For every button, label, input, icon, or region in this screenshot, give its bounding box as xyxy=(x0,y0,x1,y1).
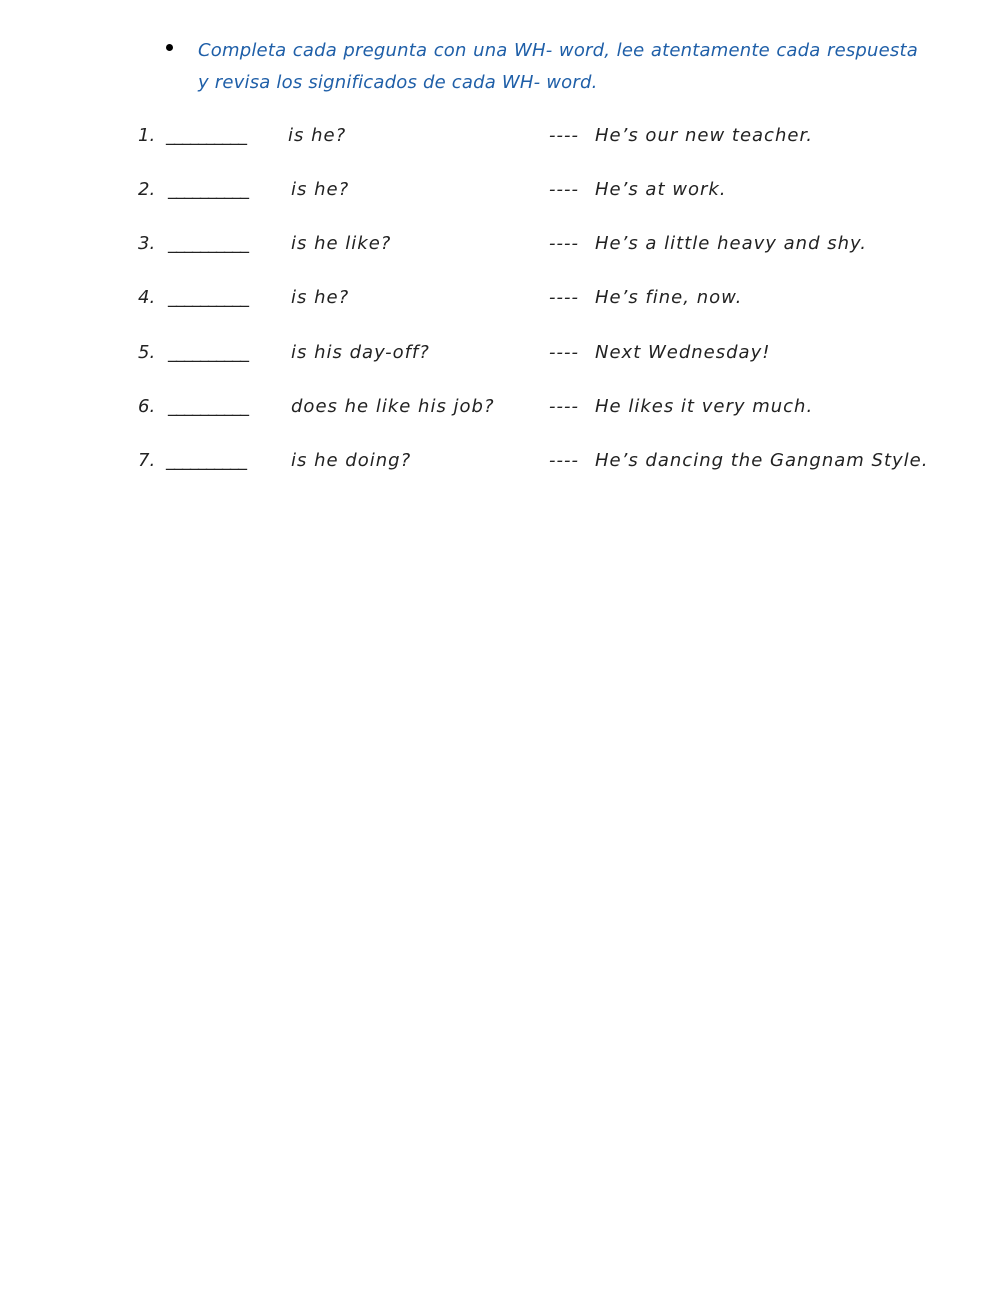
exercise-item-3 xyxy=(138,229,918,259)
item-number: 2. xyxy=(138,179,156,200)
question-text: is his day-off? xyxy=(291,342,430,363)
answer-text: Next Wednesday! xyxy=(595,342,771,363)
answer-text: He’s fine, now. xyxy=(595,287,743,308)
question-text: is he doing? xyxy=(291,450,412,471)
separator-dashes: ---- xyxy=(549,233,579,254)
instruction-text: Completa cada pregunta con una WH- word, lee atentamente cada respuesta y revisa los significados de cada WH- word. xyxy=(198,40,918,93)
bullet-icon xyxy=(166,44,173,51)
item-number: 3. xyxy=(138,233,156,254)
exercise-item-2 xyxy=(138,175,918,205)
answer-blank[interactable]: __________ xyxy=(166,125,246,146)
answer-blank[interactable]: __________ xyxy=(168,342,248,363)
answer-text: He’s our new teacher. xyxy=(595,125,813,146)
separator-dashes: ---- xyxy=(549,125,579,146)
answer-blank[interactable]: __________ xyxy=(168,179,248,200)
item-number: 4. xyxy=(138,287,156,308)
answer-text: He likes it very much. xyxy=(595,396,814,417)
question-text: is he like? xyxy=(291,233,392,254)
exercise-item-6 xyxy=(138,392,918,422)
separator-dashes: ---- xyxy=(549,287,579,308)
item-number: 7. xyxy=(138,450,156,471)
separator-dashes: ---- xyxy=(549,450,579,471)
separator-dashes: ---- xyxy=(549,396,579,417)
item-number: 6. xyxy=(138,396,156,417)
exercise-item-4 xyxy=(138,283,918,313)
answer-blank[interactable]: __________ xyxy=(166,450,246,471)
item-number: 5. xyxy=(138,342,156,363)
question-text: is he? xyxy=(291,287,350,308)
question-text: is he? xyxy=(288,125,347,146)
answer-text: He’s a little heavy and shy. xyxy=(595,233,867,254)
answer-blank[interactable]: __________ xyxy=(168,396,248,417)
answer-blank[interactable]: __________ xyxy=(168,287,248,308)
separator-dashes: ---- xyxy=(549,342,579,363)
question-text: is he? xyxy=(291,179,350,200)
answer-text: He’s dancing the Gangnam Style. xyxy=(595,450,929,471)
item-number: 1. xyxy=(138,125,156,146)
separator-dashes: ---- xyxy=(549,179,579,200)
exercise-item-1 xyxy=(138,121,918,151)
exercise-item-7 xyxy=(138,446,929,476)
answer-text: He’s at work. xyxy=(595,179,727,200)
answer-blank[interactable]: __________ xyxy=(168,233,248,254)
exercise-item-5 xyxy=(138,338,918,368)
question-text: does he like his job? xyxy=(291,396,495,417)
